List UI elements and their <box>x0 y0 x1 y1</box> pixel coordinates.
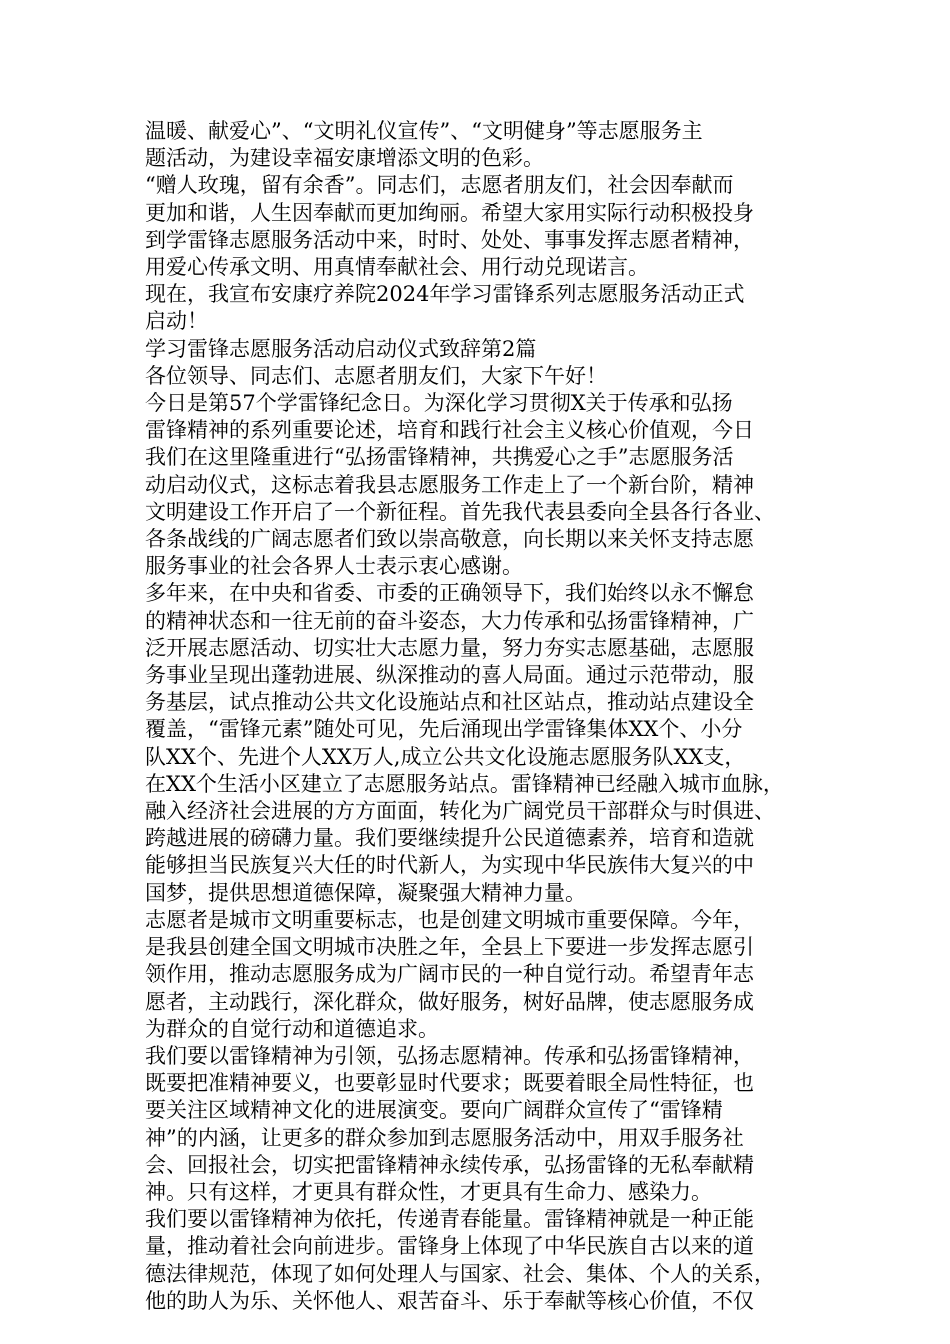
text-line: 的精神状态和一往无前的奋斗姿态，大力传承和弘扬雷锋精神，广 <box>145 608 754 633</box>
text-line: 更加和谐，人生因奉献而更加绚丽。希望大家用实际行动积极投身 <box>145 200 754 225</box>
text-line: 是我县创建全国文明城市决胜之年，全县上下要进一步发挥志愿引 <box>145 935 754 960</box>
paragraph <box>145 172 830 281</box>
paragraph <box>145 1206 830 1315</box>
paragraph <box>145 907 830 1043</box>
text-line: 在XX个生活小区建立了志愿服务站点。雷锋精神已经融入城市血脉， <box>145 771 784 796</box>
text-line: 务基层，试点推动公共文化设施站点和社区站点，推动站点建设全 <box>145 690 754 715</box>
paragraph <box>145 336 830 363</box>
text-line: 务事业呈现出蓬勃进展、纵深推动的喜人局面。通过示范带动，服 <box>145 663 754 688</box>
text-line: 今日是第57个学雷锋纪念日。为深化学习贯彻X关于传承和弘扬 <box>145 391 733 416</box>
text-line: 要关注区域精神文化的进展演变。要向广阔群众宣传了“雷锋精 <box>145 1098 723 1123</box>
text-line: 服务事业的社会各界人士表示衷心感谢。 <box>145 554 523 579</box>
text-line: 我们要以雷锋精神为依托，传递青春能量。雷锋精神就是一种正能 <box>145 1207 754 1232</box>
text-line: 启动！ <box>145 309 208 334</box>
text-line: 雷锋精神的系列重要论述，培育和践行社会主义核心价值观，今日 <box>145 418 754 443</box>
text-line: 各条战线的广阔志愿者们致以崇高敬意，向长期以来关怀支持志愿 <box>145 527 754 552</box>
text-line: 能够担当民族复兴大任的时代新人，为实现中华民族伟大复兴的中 <box>145 853 754 878</box>
text-line: 泛开展志愿活动、切实壮大志愿力量，努力夯实志愿基础，志愿服 <box>145 635 754 660</box>
text-line: 国梦，提供思想道德保障，凝聚强大精神力量。 <box>145 880 586 905</box>
text-line: 各位领导、同志们、志愿者朋友们，大家下午好！ <box>145 363 607 388</box>
document-body <box>145 118 830 1315</box>
text-line: 德法律规范，体现了如何处理人与国家、社会、集体、个人的关系， <box>145 1261 775 1286</box>
text-line: 现在，我宣布安康疗养院2024年学习雷锋系列志愿服务活动正式 <box>145 282 745 307</box>
paragraph <box>145 580 830 906</box>
text-line: 神。只有这样，才更具有群众性，才更具有生命力、感染力。 <box>145 1179 712 1204</box>
text-line: 跨越进展的磅礴力量。我们要继续提升公民道德素养，培育和造就 <box>145 826 754 851</box>
text-line: 题活动，为建设幸福安康增添文明的色彩。 <box>145 146 544 171</box>
paragraph <box>145 363 830 390</box>
text-line: 温暖、献爱心”、“文明礼仪宣传”、“文明健身”等志愿服务主 <box>145 119 703 143</box>
text-line: 为群众的自觉行动和道德追求。 <box>145 1016 439 1041</box>
text-line: 融入经济社会进展的方方面面，转化为广阔党员干部群众与时俱进、 <box>145 799 775 824</box>
text-line: “赠人玫瑰，留有余香”。同志们，志愿者朋友们，社会因奉献而 <box>145 173 734 198</box>
text-line: 他的助人为乐、关怀他人、艰苦奋斗、乐于奉献等核心价值，不仅 <box>145 1288 754 1313</box>
text-line: 用爱心传承文明、用真情奉献社会、用行动兑现诺言。 <box>145 255 649 280</box>
text-line: 领作用，推动志愿服务成为广阔市民的一种自觉行动。希望青年志 <box>145 962 754 987</box>
paragraph <box>145 281 830 335</box>
paragraph <box>145 390 830 580</box>
paragraph <box>145 1043 830 1206</box>
text-line: 我们在这里隆重进行“弘扬雷锋精神，共携爱心之手”志愿服务活 <box>145 445 734 470</box>
text-line: 文明建设工作开启了一个新征程。首先我代表县委向全县各行各业、 <box>145 499 775 524</box>
text-line: 队XX个、先进个人XX万人,成立公共文化设施志愿服务队XX支， <box>145 744 746 769</box>
text-line: 我们要以雷锋精神为引领，弘扬志愿精神。传承和弘扬雷锋精神， <box>145 1043 754 1068</box>
text-line: 动启动仪式，这标志着我县志愿服务工作走上了一个新台阶，精神 <box>145 472 754 497</box>
text-line: 量，推动着社会向前进步。雷锋身上体现了中华民族自古以来的道 <box>145 1234 754 1259</box>
text-line: 愿者，主动践行，深化群众，做好服务，树好品牌，使志愿服务成 <box>145 989 754 1014</box>
text-line: 覆盖，“雷锋元素”随处可见，先后涌现出学雷锋集体XX个、小分 <box>145 717 743 742</box>
text-line: 学习雷锋志愿服务活动启动仪式致辞第2篇 <box>145 336 537 361</box>
text-line: 会、回报社会，切实把雷锋精神永续传承，弘扬雷锋的无私奉献精 <box>145 1152 754 1177</box>
text-line: 到学雷锋志愿服务活动中来，时时、处处、事事发挥志愿者精神， <box>145 227 754 252</box>
text-line: 既要把准精神要义，也要彰显时代要求；既要着眼全局性特征，也 <box>145 1071 754 1096</box>
text-line: 多年来，在中央和省委、市委的正确领导下，我们始终以永不懈怠 <box>145 581 754 606</box>
text-line: 神”的内涵，让更多的群众参加到志愿服务活动中，用双手服务社 <box>145 1125 744 1150</box>
text-line: 志愿者是城市文明重要标志，也是创建文明城市重要保障。今年， <box>145 907 754 932</box>
paragraph <box>145 118 830 172</box>
